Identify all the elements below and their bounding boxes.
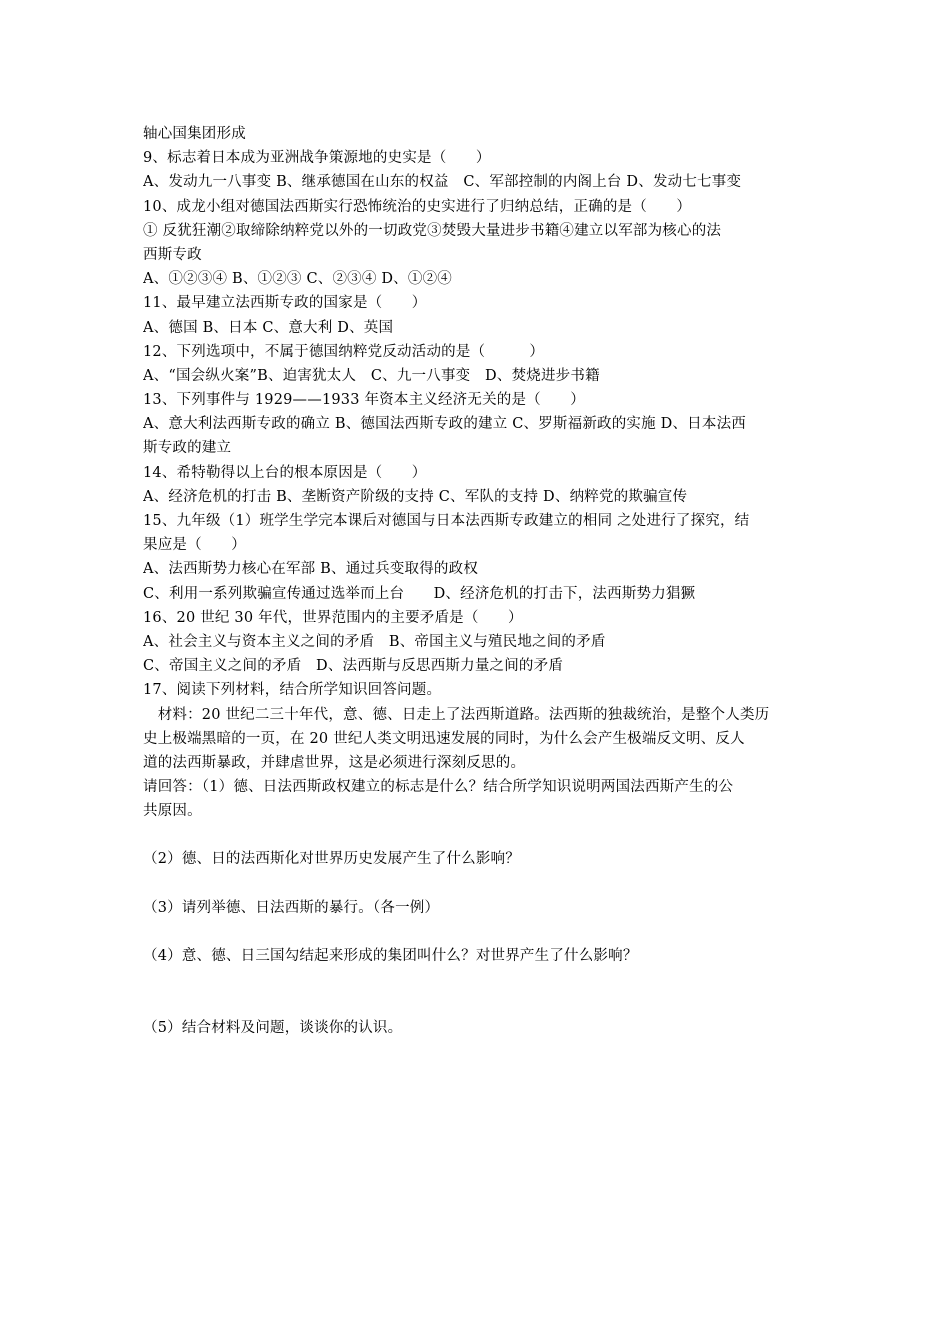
question-9-options: A、发动九一八事变 B、继承德国在山东的权益 C、军部控制的内阁上台 D、发动七七事变 [143,174,742,191]
question-15-cont: 果应是（ ） [143,537,246,554]
material-text-end: 道的法西斯暴政，并肆虐世界，这是必须进行深刻反思的。 [143,754,526,771]
question-10-items: ① 反犹狂潮②取缔除纳粹党以外的一切政党③焚毁大量进步书籍④建立以军部为核心的法 [143,222,722,239]
material-text-cont: 史上极端黑暗的一页，在 20 世纪人类文明迅速发展的同时，为什么会产生极端反文明、反人 [143,730,745,747]
document-body [143,122,810,1040]
question-10: 10、成龙小组对德国法西斯实行恐怖统治的史实进行了归纳总结，正确的是（ ） [143,198,692,215]
question-14-options: A、经济危机的打击 B、垄断资产阶级的支持 C、军队的支持 D、纳粹党的欺骗宣传 [143,488,688,505]
sub-question-5: （5）结合材料及问题，谈谈你的认识。 [143,1020,403,1036]
question-16-options-ab: A、社会主义与资本主义之间的矛盾 B、帝国主义与殖民地之间的矛盾 [143,633,606,650]
question-15-options-cd: C、利用一系列欺骗宣传通过选举而上台 D、经济危机的打击下，法西斯势力猖獗 [143,585,696,602]
material-text: 材料：20 世纪二三十年代，意、德、日走上了法西斯道路。法西斯的独裁统治，是整个人类历 [143,706,770,723]
question-14: 14、希特勒得以上台的根本原因是（ ） [143,464,427,481]
question-11-options: A、德国 B、日本 C、意大利 D、英国 [143,319,394,336]
question-13-options: A、意大利法西斯专政的确立 B、德国法西斯专政的建立 C、罗斯福新政的实施 D、日本法西 [143,416,746,433]
question-16-options-cd: C、帝国主义之间的矛盾 D、法西斯与反思西斯力量之间的矛盾 [143,658,564,675]
question-13-options-cont: 斯专政的建立 [143,440,232,457]
question-9: 9、标志着日本成为亚洲战争策源地的史实是（ ） [143,150,491,167]
sub-question-3: （3）请列举德、日法西斯的暴行。（各一例） [143,899,440,916]
question-12: 12、下列选项中，不属于德国纳粹党反动活动的是（ ） [143,343,545,360]
text-line: 轴心国集团形成 [143,126,246,142]
sub-question-1-cont: 共原因。 [143,803,202,820]
sub-question-1: 请回答：（1）德、日法西斯政权建立的标志是什么？结合所学知识说明两国法西斯产生的公 [143,779,734,796]
question-17: 17、阅读下列材料，结合所学知识回答问题。 [143,682,442,699]
question-10-options: A、①②③④ B、①②③ C、②③④ D、①②④ [143,271,452,288]
question-11: 11、最早建立法西斯专政的国家是（ ） [143,295,427,312]
question-13: 13、下列事件与 1929——1933 年资本主义经济无关的是（ ） [143,392,585,409]
question-16: 16、20 世纪 30 年代，世界范围内的主要矛盾是（ ） [143,609,523,626]
sub-question-2: （2）德、日的法西斯化对世界历史发展产生了什么影响？ [143,851,520,868]
question-12-options: A、“国会纵火案”B、迫害犹太人 C、九一八事变 D、焚烧进步书籍 [143,367,600,384]
sub-question-4: （4）意、德、日三国勾结起来形成的集团叫什么？对世界产生了什么影响？ [143,947,638,964]
question-15: 15、九年级（1）班学生学完本课后对德国与日本法西斯专政建立的相同 之处进行了探究，结 [143,513,750,529]
question-15-options-ab: A、法西斯势力核心在军部 B、通过兵变取得的政权 [143,561,479,578]
question-10-items-cont: 西斯专政 [143,246,202,263]
